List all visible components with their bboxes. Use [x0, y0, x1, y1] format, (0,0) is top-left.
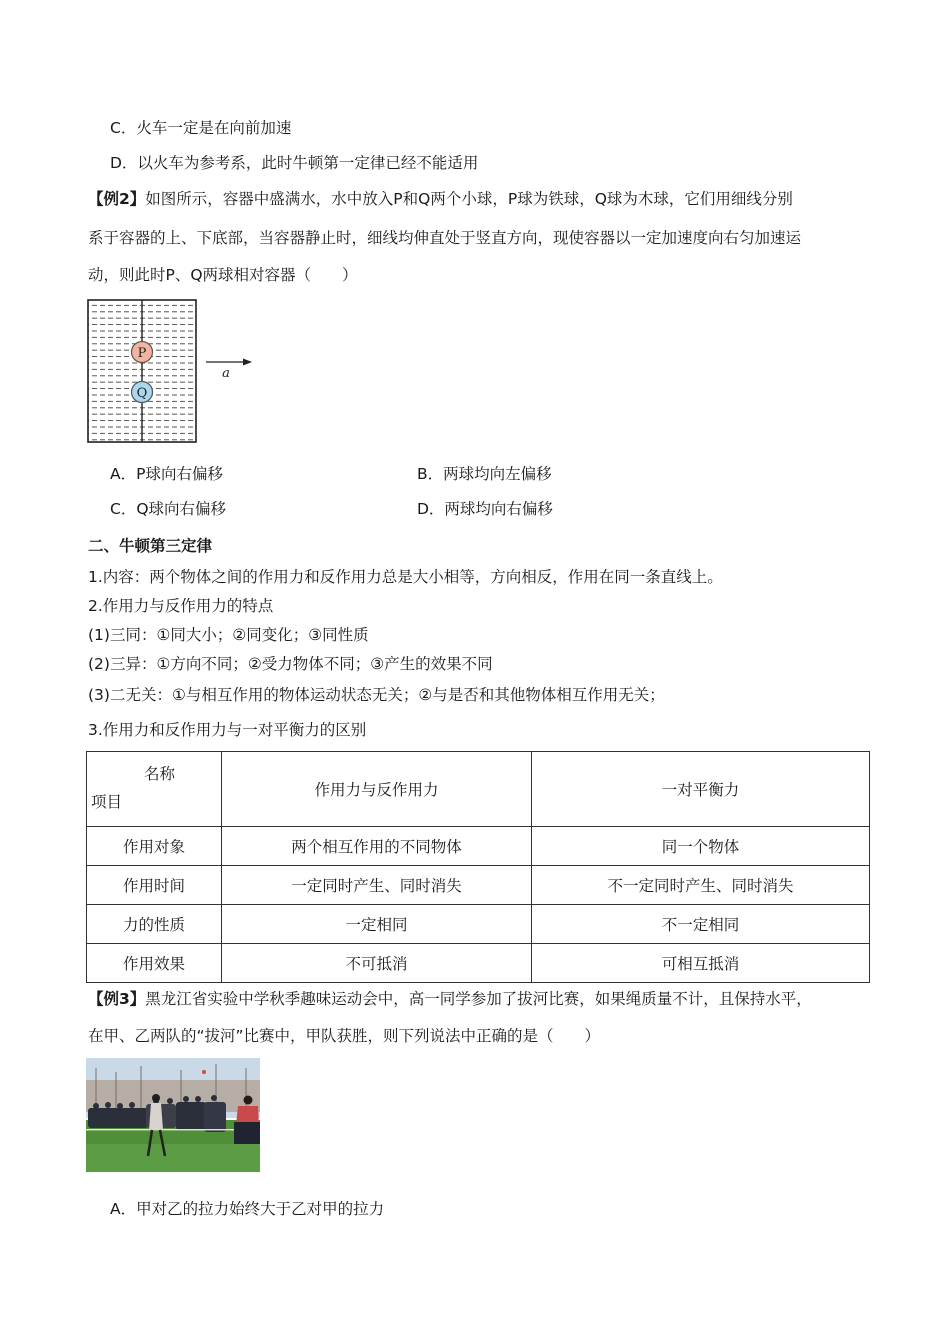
table-cell: 力的性质 — [87, 905, 222, 944]
ball-q-label: Q — [136, 386, 148, 401]
option-c-prev: C．火车一定是在向前加速 — [110, 119, 292, 137]
table-row — [87, 944, 870, 983]
example2-line1 — [88, 188, 793, 210]
example2-line2: 系于容器的上、下底部，当容器静止时，细线均伸直处于竖直方向，现使容器以一定加速度向右匀加速运 — [88, 229, 802, 247]
table-cell: 不一定相同 — [532, 905, 870, 944]
table-cell: 作用对象 — [87, 827, 222, 866]
example2-tag: 【例2】 — [88, 190, 146, 208]
table-cell: 作用时间 — [87, 866, 222, 905]
arrow-head-icon — [243, 359, 252, 366]
section2-p2: 2.作用力与反作用力的特点 — [88, 597, 274, 615]
table-header-row — [87, 752, 870, 827]
example2-text1: 如图所示，容器中盛满水，水中放入P和Q两个小球，P球为铁球，Q球为木球，它们用细线分别 — [145, 190, 793, 208]
header-name-label: 名称 — [143, 765, 175, 783]
ball-p-label: P — [137, 346, 147, 361]
example2-option-b: B．两球均向左偏移 — [417, 465, 552, 483]
header-item-label: 项目 — [91, 793, 123, 811]
option-d-prev: D．以火车为参考系，此时牛顿第一定律已经不能适用 — [110, 154, 479, 172]
table-cell: 不一定同时产生、同时消失 — [532, 866, 870, 905]
example3-line2: 在甲、乙两队的“拔河”比赛中，甲队获胜，则下列说法中正确的是（ ） — [88, 1027, 601, 1045]
comparison-table — [86, 751, 870, 983]
container-figure — [84, 296, 264, 448]
example3-tag: 【例3】 — [88, 990, 146, 1008]
table-cell: 不可抵消 — [222, 944, 532, 983]
example2-option-a: A．P球向右偏移 — [110, 465, 223, 483]
table-cell: 一定相同 — [222, 905, 532, 944]
table-cell: 作用效果 — [87, 944, 222, 983]
table-cell: 可相互抵消 — [532, 944, 870, 983]
example3-text1: 黑龙江省实验中学秋季趣味运动会中，高一同学参加了拔河比赛，如果绳质量不计，且保持水平， — [145, 990, 812, 1008]
acceleration-label: a — [222, 366, 230, 381]
table-row — [87, 827, 870, 866]
example2-line3: 动，则此时P、Q两球相对容器（ ） — [88, 266, 358, 284]
kite-icon — [202, 1070, 206, 1074]
col-header-action-reaction: 作用力与反作用力 — [222, 752, 532, 827]
rope — [86, 1129, 260, 1130]
table-row — [87, 866, 870, 905]
example2-option-c: C．Q球向右偏移 — [110, 500, 227, 518]
section2-p1: 1.内容：两个物体之间的作用力和反作用力总是大小相等，方向相反，作用在同一条直线上。 — [88, 568, 723, 586]
section2-p3: (1)三同：①同大小；②同变化；③同性质 — [88, 626, 369, 644]
section2-p4: (2)三异：①方向不同；②受力物体不同；③产生的效果不同 — [88, 655, 493, 673]
table-corner-cell — [87, 752, 222, 827]
table-cell: 同一个物体 — [532, 827, 870, 866]
example3-line1 — [88, 988, 812, 1010]
table-row — [87, 905, 870, 944]
example3-option-a: A．甲对乙的拉力始终大于乙对甲的拉力 — [110, 1200, 385, 1218]
table-cell: 两个相互作用的不同物体 — [222, 827, 532, 866]
tug-of-war-photo — [86, 1058, 260, 1172]
col-header-balance: 一对平衡力 — [532, 752, 870, 827]
example2-option-d: D．两球均向右偏移 — [417, 500, 553, 518]
section2-title: 二、牛顿第三定律 — [88, 537, 213, 555]
section2-p5: (3)二无关：①与相互作用的物体运动状态无关；②与是否和其他物体相互作用无关； — [88, 686, 665, 704]
table-cell: 一定同时产生、同时消失 — [222, 866, 532, 905]
section2-p6: 3.作用力和反作用力与一对平衡力的区别 — [88, 721, 367, 739]
